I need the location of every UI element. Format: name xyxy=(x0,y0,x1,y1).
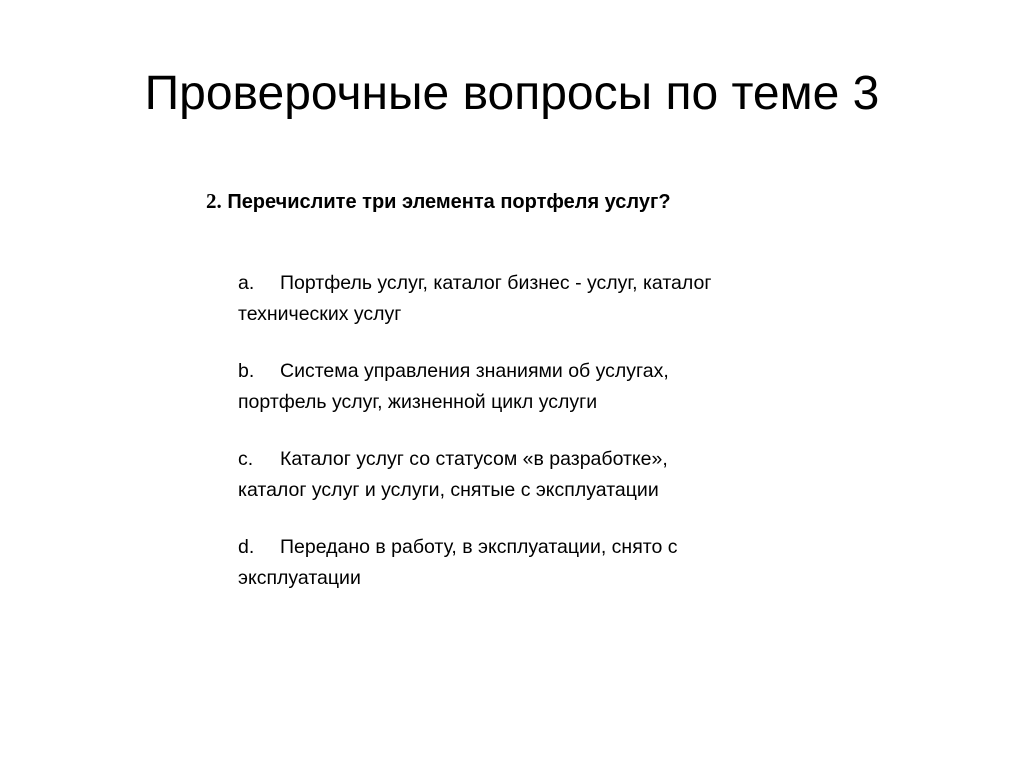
answer-text-line2: портфель услуг, жизненной цикл услуги xyxy=(238,391,598,413)
answer-text-line1: Каталог услуг со статусом «в разработке», xyxy=(280,448,668,470)
answer-letter: c. xyxy=(238,448,254,470)
answer-list xyxy=(238,268,798,620)
answer-text-line2: технических услуг xyxy=(238,303,402,325)
answer-option-a xyxy=(238,268,798,330)
question xyxy=(206,188,671,215)
question-number: 2. xyxy=(206,189,222,213)
answer-letter: d. xyxy=(238,536,255,558)
slide-title: Проверочные вопросы по теме 3 xyxy=(144,67,880,120)
question-text: Перечислите три элемента портфеля услуг? xyxy=(227,191,671,213)
answer-option-c xyxy=(238,444,798,506)
answer-letter: b. xyxy=(238,360,255,382)
answer-text-line2: эксплуатации xyxy=(238,567,361,589)
answer-option-d xyxy=(238,532,798,594)
answer-text-line1: Портфель услуг, каталог бизнес - услуг, каталог xyxy=(280,272,712,294)
answer-option-b xyxy=(238,356,798,418)
answer-text-line2: каталог услуг и услуги, снятые с эксплуатации xyxy=(238,479,659,501)
answer-letter: a. xyxy=(238,272,255,294)
answer-text-line1: Система управления знаниями об услугах, xyxy=(280,360,669,382)
answer-text-line1: Передано в работу, в эксплуатации, снято с xyxy=(280,536,678,558)
